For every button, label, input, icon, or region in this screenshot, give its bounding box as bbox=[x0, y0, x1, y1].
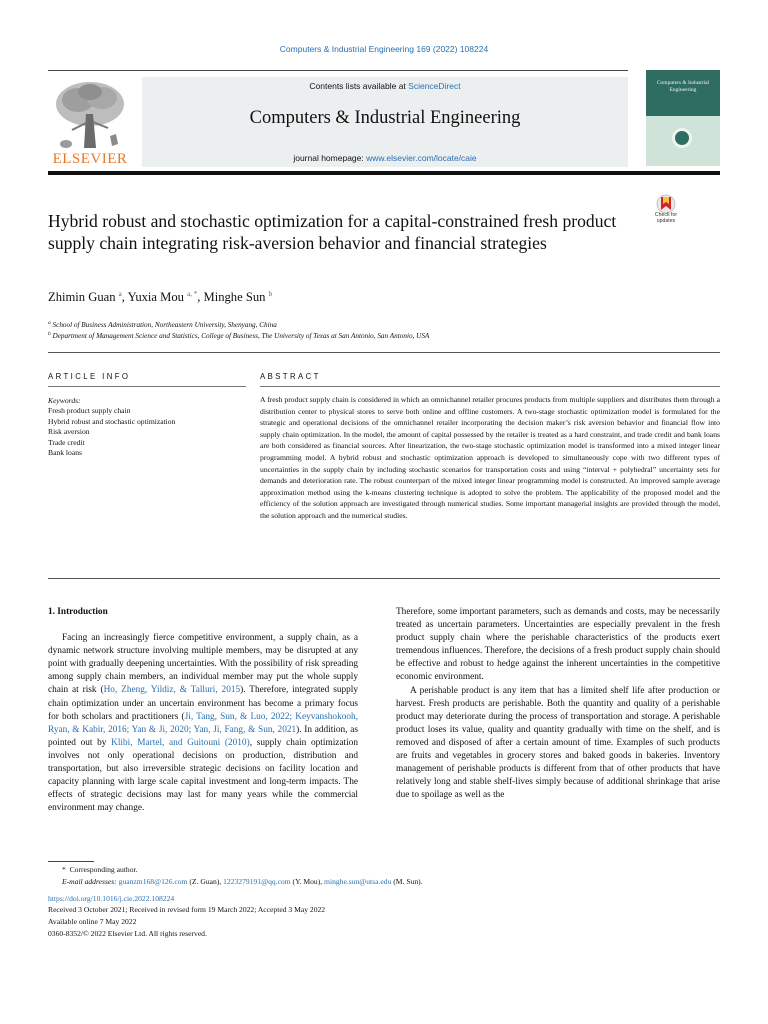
journal-cover-thumbnail[interactable] bbox=[646, 70, 720, 166]
article-title: Hybrid robust and stochastic optimization for a capital-constrained fresh product supply chain integrating risk-aversion behavior and financial strategies bbox=[48, 211, 617, 253]
cover-emblem-icon bbox=[672, 128, 692, 148]
article-info-heading: ARTICLE INFO bbox=[48, 372, 131, 381]
keyword: Hybrid robust and stochastic optimization bbox=[48, 416, 176, 426]
paragraph-text: , supply chain optimization involves not only operational decisions on production, distribution and transportation, but also irreversible strategic decisions on facility location and capacity planning with large scale capital investment and long-term impacts. The effects of strategic decisions may last for many years while the commercial environment may change. bbox=[48, 737, 358, 814]
email-owner: (Z. Guan), bbox=[187, 876, 224, 886]
journal-title: Computers & Industrial Engineering bbox=[249, 108, 521, 128]
keywords-block bbox=[48, 396, 246, 458]
author-list: Zhimin Guan $^a$, Yuxia Mou $^{a, *}$, Minghe Sun $^b$ bbox=[48, 290, 273, 304]
affiliation-mark: a bbox=[48, 320, 51, 326]
cover-title: Computers & Industrial Engineering bbox=[656, 80, 710, 93]
contents-available-line bbox=[142, 81, 628, 91]
asterisk-mark: * bbox=[62, 865, 70, 874]
tree-emblem-icon bbox=[48, 78, 132, 150]
abstract-heading: ABSTRACT bbox=[260, 372, 321, 381]
author-name[interactable]: Yuxia Mou bbox=[127, 290, 184, 304]
homepage-prefix: journal homepage: bbox=[293, 153, 367, 163]
corresponding-text: Corresponding author. bbox=[69, 865, 138, 874]
intro-paragraph-3: A perishable product is any item that has a limited shelf life after production or harvest. Fresh products are perishable. Both the quantity and quality of a perishable product may deteriorate during the process of transportation and storage. A perishable product loses its value, quality and quantity gradually with time on the shelf, and is removed and disposed of after a certain amount of time. Examples of such products are fruits and vegetables in grocery stores and baked goods in bakeries. Inventory management of perishable products is different from that of other products that have relatively long and stable shelf-lives simply because of additional shrinkage that arise due to spoilage as well as the bbox=[396, 685, 720, 801]
intro-paragraph-1 bbox=[48, 632, 358, 815]
email-owner: (Y. Mou), bbox=[290, 876, 325, 886]
journal-citation-link[interactable]: Computers & Industrial Engineering 169 (2022) 108224 bbox=[279, 44, 489, 54]
author-affiliation-mark[interactable]: b bbox=[268, 290, 273, 298]
author-name[interactable]: Zhimin Guan bbox=[48, 290, 116, 304]
email-label: E-mail addresses: bbox=[62, 876, 119, 886]
divider bbox=[48, 386, 246, 387]
author-affiliation-mark[interactable]: a, * bbox=[187, 290, 198, 298]
email-addresses bbox=[48, 876, 720, 888]
keyword: Trade credit bbox=[48, 437, 85, 447]
contents-prefix: Contents lists available at bbox=[309, 81, 409, 91]
header-rule bbox=[48, 70, 628, 71]
author-name[interactable]: Minghe Sun bbox=[203, 290, 266, 304]
header-thick-rule bbox=[48, 171, 720, 175]
intro-paragraph-2: Therefore, some important parameters, such as demands and costs, may be necessarily treated as uncertain parameters. Uncertainties are especially prevalent in the fresh product supply chain where the perishable characteristics of the products exert tremendous influences. Therefore, the decisions of a fresh product supply chain should be effective and robust to hedge against the inherent uncertainties in the competitive economic environment. bbox=[396, 607, 720, 683]
body-column-right bbox=[396, 606, 720, 802]
paragraph-text: ). In addition, as pointed out by bbox=[48, 724, 358, 748]
divider bbox=[260, 386, 720, 387]
journal-homepage-link[interactable]: www.elsevier.com/locate/caie bbox=[366, 153, 477, 163]
footnote-rule bbox=[48, 861, 94, 862]
sciencedirect-link[interactable]: ScienceDirect bbox=[408, 81, 461, 91]
journal-header-box bbox=[142, 77, 628, 167]
received-dates: Received 3 October 2021; Received in revised form 19 March 2022; Accepted 3 May 2022 bbox=[48, 905, 326, 915]
divider bbox=[48, 352, 720, 353]
affiliation-mark: b bbox=[48, 331, 51, 337]
email-link[interactable]: guanzm168@126.com bbox=[118, 876, 188, 886]
divider bbox=[48, 578, 720, 579]
elsevier-wordmark: ELSEVIER bbox=[52, 151, 128, 167]
affiliation-text: School of Business Administration, Northeastern University, Shenyang, China bbox=[52, 321, 277, 329]
citation-link[interactable]: Ji, Tang, Sun, & Luo, 2022; Keyvanshokooh, Ryan, & Kabir, 2016; Yan & Ji, 2020; Yan, Ji, Fang, & Sun, 2021 bbox=[48, 711, 358, 735]
affiliation-b bbox=[48, 331, 429, 340]
doi-link[interactable]: https://doi.org/10.1016/j.cie.2022.108224 bbox=[48, 893, 175, 903]
journal-homepage-line bbox=[142, 153, 628, 163]
citation-link[interactable]: Klibi, Martel, and Guitouni (2010) bbox=[111, 737, 250, 748]
citation-link[interactable]: Ho, Zheng, Yildiz, & Talluri, 2015 bbox=[103, 685, 241, 696]
body-column-left bbox=[48, 606, 358, 815]
check-for-updates-label: Check for updates bbox=[654, 212, 678, 224]
elsevier-logo[interactable] bbox=[48, 78, 132, 168]
affiliation-a bbox=[48, 320, 277, 329]
footnotes bbox=[48, 864, 720, 940]
keyword: Bank loans bbox=[48, 448, 82, 458]
affiliation-text: Department of Management Science and Statistics, College of Business, The University of Texas at San Antonio, San Antonio, USA bbox=[52, 332, 430, 340]
corresponding-author-note bbox=[48, 864, 720, 876]
keyword: Fresh product supply chain bbox=[48, 406, 131, 416]
paragraph-text: Facing an increasingly fierce competitive environment, a supply chain, as a dynamic network structure involving multiple members, may be disrupted at any point with gradually deepening uncertainties. With the possibility of risk spreading among supply chain members, an individual member may put the whole supply chain at risk ( bbox=[48, 633, 358, 696]
bookmark-check-icon bbox=[646, 194, 686, 214]
paragraph-text: ). Therefore, integrated supply chain optimization under an uncertain environment has become a primary focus for both scholars and practitioners ( bbox=[48, 685, 359, 722]
email-owner: (M. Sun). bbox=[391, 876, 423, 886]
email-link[interactable]: minghe.sun@utsa.edu bbox=[324, 876, 392, 886]
available-online-date: Available online 7 May 2022 bbox=[48, 917, 137, 927]
check-for-updates-badge[interactable] bbox=[646, 194, 686, 234]
section-heading-introduction: 1. Introduction bbox=[48, 607, 108, 617]
keyword: Risk aversion bbox=[48, 427, 90, 437]
author-affiliation-mark[interactable]: a bbox=[118, 290, 122, 298]
copyright-line: 0360-8352/© 2022 Elsevier Ltd. All rights reserved. bbox=[48, 928, 207, 938]
abstract-text: A fresh product supply chain is considered in which an omnichannel retailer procures products from multiple suppliers and distributes them through a distribution center to physical stores to serve both online and offline customers. A two-stage stochastic optimization model is formulated for the strategic and operational decisions of the omnichannel retailer incorporating the decision maker’s risk aversion behavior and financial flow into supply chain optimization. In the model, the amount of capital possessed by the retailer is treated as a hard constraint, and trade credit and bank loans are both considered as financial sources. After linearization, the two-stage stochastic optimization model is transformed into a mixed integer linear programming model. A hybrid robust and stochastic optimization approach is developed to simultaneously cope with two different types of uncertainties in the supply chain by including stochastic scenarios for transportation costs and using “interval + polyhedral” uncertainty sets for demands and deterioration rate. The robust counterpart of the mixed integer linear programming model is constructed. An improved sample average approximation method using the k-means clustering technique is adopted to solve the problem. The applicability of the proposed model and the efficiency of the solution approach are investigated through numerical studies. Some important managerial insights are provided through the model, the solution approach and the numerical studies. bbox=[260, 395, 720, 520]
keywords-label: Keywords: bbox=[48, 396, 81, 405]
email-link[interactable]: 1223279191@qq.com bbox=[223, 876, 291, 886]
